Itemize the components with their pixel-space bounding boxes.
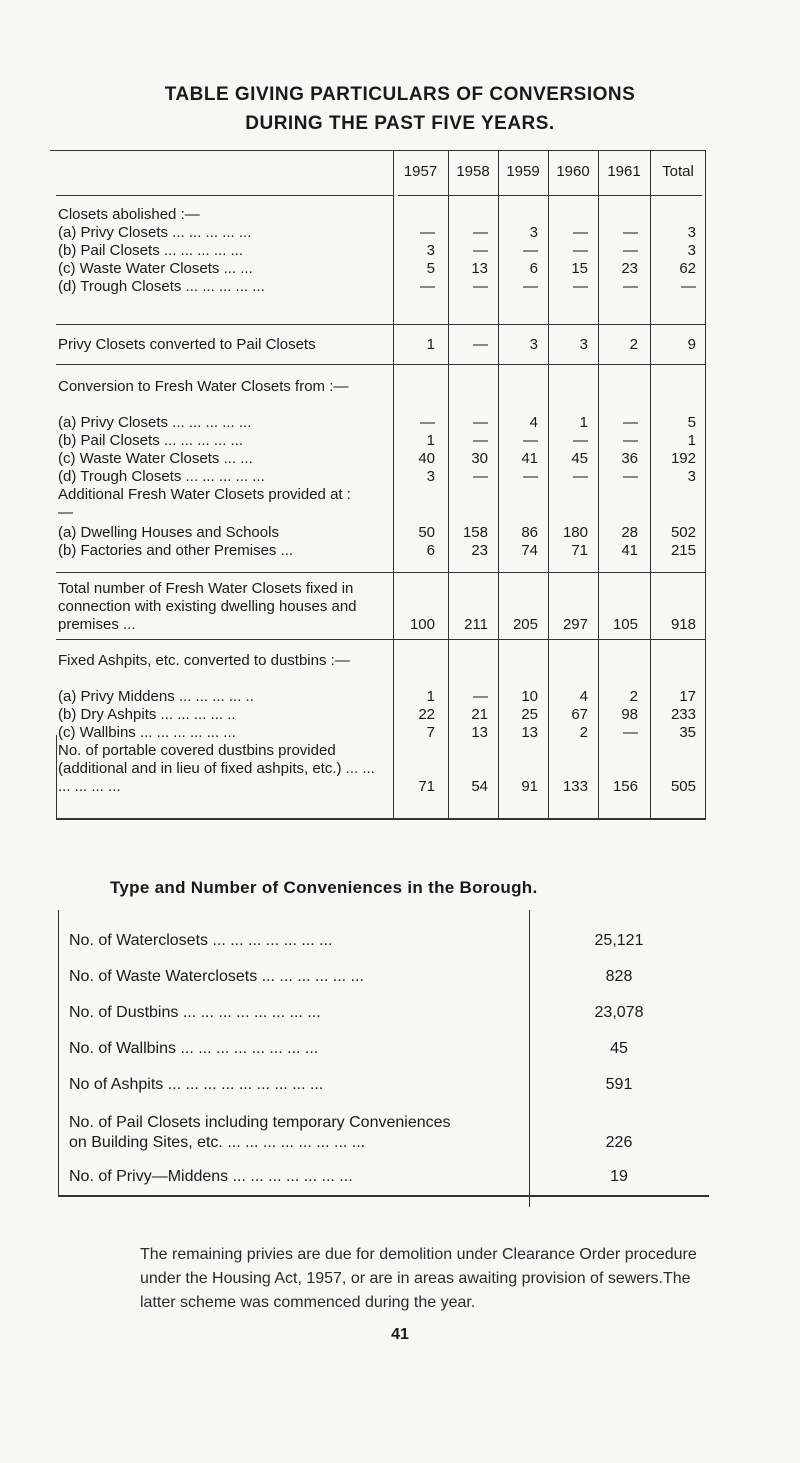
cell: 45 (571, 450, 588, 467)
cell: — (573, 278, 588, 295)
cell: 40 (418, 450, 435, 467)
cell: 9 (687, 336, 696, 353)
cell: 1 (426, 336, 435, 353)
cell: — (473, 224, 488, 241)
convenience-value: 25,121 (594, 932, 644, 949)
cell: 3 (579, 336, 588, 353)
cell: 3 (529, 224, 538, 241)
cell: — (623, 724, 638, 741)
row-label: (a) Privy Middens ... ... ... ... .. (58, 688, 254, 705)
cell: 5 (426, 260, 435, 277)
cell: 28 (621, 524, 638, 541)
column-header-1960: 1960 (556, 163, 590, 180)
conversions-table (50, 150, 706, 820)
cell: 1 (579, 414, 588, 431)
cell: 3 (426, 242, 435, 259)
cell: — (420, 278, 435, 295)
section-heading: Closets abolished :— (58, 206, 200, 223)
cell: 505 (670, 778, 696, 795)
cell: — (420, 414, 435, 431)
section-heading: Fixed Ashpits, etc. converted to dustbins :— (58, 652, 350, 669)
cell: 7 (426, 724, 435, 741)
convenience-value: 45 (610, 1040, 628, 1057)
cell: 233 (670, 706, 696, 723)
cell: 17 (679, 688, 696, 705)
footnote-paragraph: The remaining privies are due for demolition under Clearance Order procedure under the Housing Act, 1957, or are in areas awaiting provision of sewers.The latter scheme was commenced during the year. (140, 1246, 697, 1311)
table-subtitle: DURING THE PAST FIVE YEARS. (245, 113, 555, 134)
cell: 1 (426, 688, 435, 705)
convenience-label: No of Ashpits ... ... ... ... ... ... ... ... ... (69, 1076, 324, 1093)
row-label: (d) Trough Closets ... ... ... ... ... (58, 468, 265, 485)
cell: 3 (687, 242, 696, 259)
cell: 2 (629, 336, 638, 353)
row-label: Privy Closets converted to Pail Closets (58, 336, 316, 353)
convenience-label: No. of Pail Closets including temporary Conveniences (69, 1114, 451, 1131)
cell: 6 (426, 542, 435, 559)
convenience-value: 23,078 (594, 1004, 644, 1021)
cell: 50 (418, 524, 435, 541)
cell: 98 (621, 706, 638, 723)
cell: 36 (621, 450, 638, 467)
cell: 30 (471, 450, 488, 467)
column-header-1959: 1959 (506, 163, 540, 180)
cell: — (573, 224, 588, 241)
cell: — (473, 432, 488, 449)
cell: 502 (670, 524, 696, 541)
cell: 192 (670, 450, 696, 467)
cell: 1 (687, 432, 696, 449)
cell: 918 (670, 616, 696, 633)
cell: 22 (418, 706, 435, 723)
cell: 4 (579, 688, 588, 705)
cell: — (573, 432, 588, 449)
cell: — (473, 688, 488, 705)
column-header-total: Total (662, 163, 694, 180)
cell: 1 (426, 432, 435, 449)
cell: 215 (670, 542, 696, 559)
cell: — (573, 468, 588, 485)
row-label: (b) Pail Closets ... ... ... ... ... (58, 242, 244, 259)
table-title: TABLE GIVING PARTICULARS OF CONVERSIONS (164, 84, 636, 105)
column-header-1958: 1958 (456, 163, 490, 180)
section-heading: Total number of Fresh Water Closets fixed in connection with existing dwelling houses and premises ... (58, 580, 357, 633)
cell: 35 (679, 724, 696, 741)
cell: 156 (612, 778, 638, 795)
conveniences-table (58, 910, 709, 1197)
cell: 133 (562, 778, 588, 795)
cell: 67 (571, 706, 588, 723)
cell: 62 (679, 260, 696, 277)
convenience-label: No. of Waste Waterclosets ... ... ... ... ... ... (69, 968, 364, 985)
cell: 23 (621, 260, 638, 277)
row-label: (d) Trough Closets ... ... ... ... ... (58, 278, 265, 295)
cell: — (573, 242, 588, 259)
cell: 2 (579, 724, 588, 741)
cell: — (523, 242, 538, 259)
conveniences-title: Type and Number of Conveniences in the Borough. (110, 878, 538, 897)
row-label: (a) Privy Closets ... ... ... ... ... (58, 414, 252, 431)
row-label: (b) Dry Ashpits ... ... ... ... .. (58, 706, 236, 723)
row-label: (a) Dwelling Houses and Schools (58, 524, 279, 541)
section-heading: Conversion to Fresh Water Closets from :— (58, 378, 349, 395)
cell: 100 (409, 616, 435, 633)
convenience-label: No. of Privy—Middens ... ... ... ... ... ... ... (69, 1168, 353, 1185)
cell: — (623, 242, 638, 259)
cell: 5 (687, 414, 696, 431)
convenience-value: 828 (605, 968, 633, 985)
section-subheading: Additional Fresh Water Closets provided at :— (58, 486, 351, 521)
row-label: No. of portable covered dustbins provided (additional and in lieu of fixed ashpits, etc.) ... ... ... ... ... ... (58, 742, 375, 795)
row-label: (c) Waste Water Closets ... ... (58, 450, 253, 467)
cell: 3 (529, 336, 538, 353)
cell: — (623, 468, 638, 485)
page-number: 41 (391, 1326, 409, 1343)
cell: — (623, 414, 638, 431)
column-header-1961: 1961 (607, 163, 641, 180)
cell: 13 (471, 724, 488, 741)
cell: — (623, 278, 638, 295)
cell: — (523, 278, 538, 295)
row-label: (a) Privy Closets ... ... ... ... ... (58, 224, 252, 241)
cell: — (623, 224, 638, 241)
cell: 15 (571, 260, 588, 277)
cell: 6 (529, 260, 538, 277)
cell: 105 (612, 616, 638, 633)
cell: — (473, 242, 488, 259)
cell: 205 (512, 616, 538, 633)
cell: 71 (571, 542, 588, 559)
row-label: (c) Wallbins ... ... ... ... ... ... (58, 724, 236, 741)
convenience-label: No. of Dustbins ... ... ... ... ... ... ... ... (69, 1004, 321, 1021)
cell: 86 (521, 524, 538, 541)
cell: 74 (521, 542, 538, 559)
cell: — (523, 468, 538, 485)
convenience-value: 19 (610, 1168, 628, 1185)
cell: 3 (426, 468, 435, 485)
column-header-1957: 1957 (403, 163, 438, 180)
cell: 25 (521, 706, 538, 723)
cell: — (473, 336, 488, 353)
cell: 158 (462, 524, 488, 541)
cell: — (623, 432, 638, 449)
convenience-label: No. of Waterclosets ... ... ... ... ... ... ... (69, 932, 333, 949)
cell: 41 (621, 542, 638, 559)
cell: — (523, 432, 538, 449)
cell: 54 (471, 778, 488, 795)
cell: 3 (687, 224, 696, 241)
cell: — (420, 224, 435, 241)
cell: — (473, 414, 488, 431)
cell: 23 (471, 542, 488, 559)
cell: 10 (521, 688, 538, 705)
cell: 180 (562, 524, 588, 541)
cell: 3 (687, 468, 696, 485)
convenience-value: 591 (605, 1076, 633, 1093)
convenience-value: 226 (605, 1134, 633, 1151)
cell: 4 (529, 414, 538, 431)
cell: — (473, 278, 488, 295)
cell: 297 (562, 616, 588, 633)
cell: 211 (464, 616, 488, 633)
cell: 13 (471, 260, 488, 277)
convenience-label-continued: on Building Sites, etc. ... ... ... ... ... ... ... ... (69, 1134, 366, 1151)
cell: — (681, 278, 696, 295)
cell: 41 (521, 450, 538, 467)
row-label: (c) Waste Water Closets ... ... (58, 260, 253, 277)
row-label: (b) Pail Closets ... ... ... ... ... (58, 432, 244, 449)
cell: 91 (521, 778, 538, 795)
cell: — (473, 468, 488, 485)
cell: 2 (629, 688, 638, 705)
cell: 21 (471, 706, 488, 723)
cell: 71 (418, 778, 435, 795)
cell: 13 (521, 724, 538, 741)
row-label: (b) Factories and other Premises ... (58, 542, 294, 559)
convenience-label: No. of Wallbins ... ... ... ... ... ... ... ... (69, 1040, 319, 1057)
